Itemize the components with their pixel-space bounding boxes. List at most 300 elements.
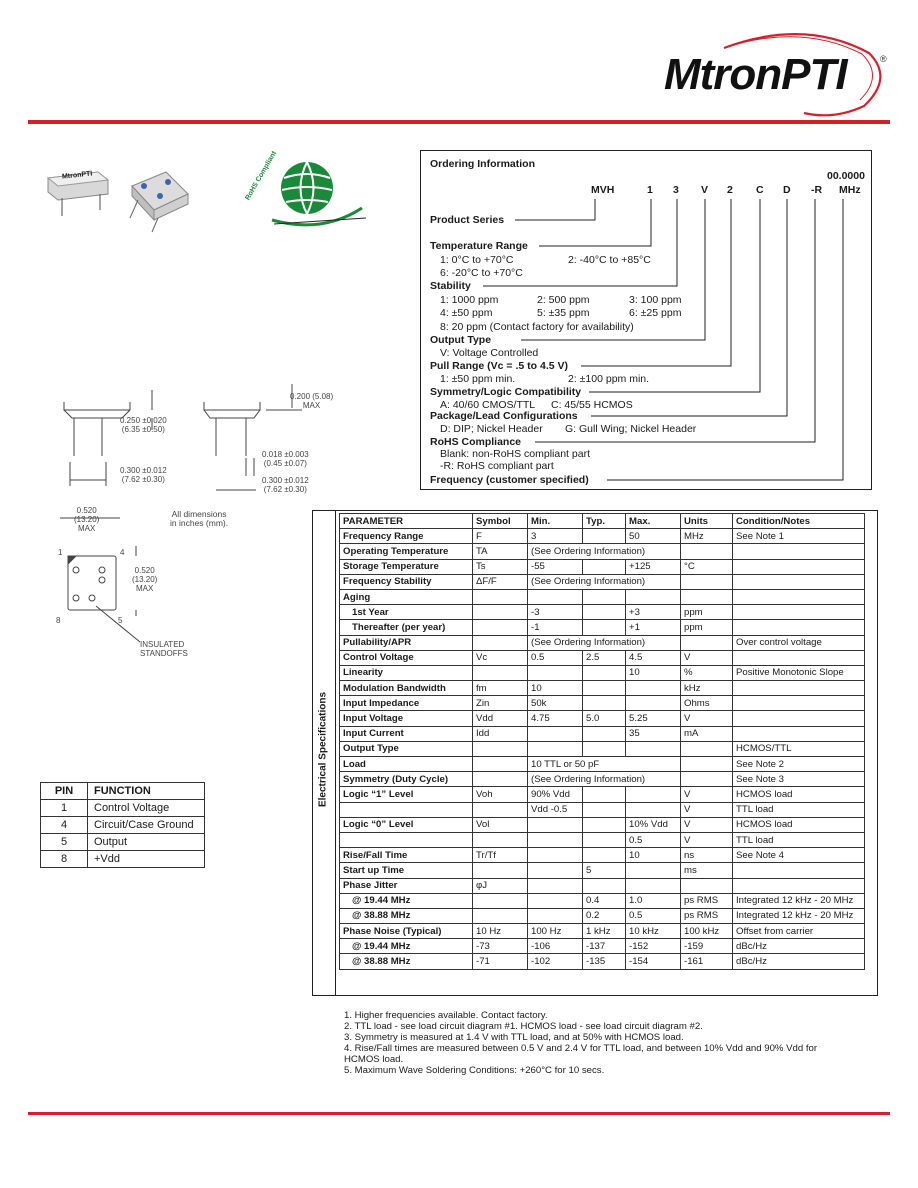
spec-parameter: Start up Time	[340, 863, 473, 878]
spec-cell: 4.75	[528, 711, 583, 726]
spec-cell	[626, 696, 681, 711]
spec-parameter: Rise/Fall Time	[340, 848, 473, 863]
ordering-code-5: C	[756, 184, 764, 196]
spec-row	[340, 924, 865, 939]
ordering-code-2: 3	[673, 184, 679, 196]
spec-row	[340, 908, 865, 923]
spec-cell	[733, 589, 865, 604]
spec-cell: See Note 2	[733, 757, 865, 772]
spec-cell: °C	[681, 559, 733, 574]
pin-header: PIN	[41, 783, 88, 800]
spec-cell	[528, 893, 583, 908]
rohs-badge-text: RoHS Compliant	[244, 150, 279, 202]
ordering-line: 1: 0°C to +70°C	[440, 254, 514, 266]
spec-cell: 50k	[528, 696, 583, 711]
ordering-line: G: Gull Wing; Nickel Header	[565, 423, 697, 435]
spec-parameter: Output Type	[340, 741, 473, 756]
electrical-spec-table	[339, 513, 865, 970]
ordering-line: C: 45/55 HCMOS	[551, 399, 633, 411]
spec-row	[340, 817, 865, 832]
pin-function: Control Voltage	[88, 800, 205, 817]
spec-row	[340, 802, 865, 817]
ordering-line: Frequency (customer specified)	[430, 474, 589, 486]
spec-cell: See Note 1	[733, 529, 865, 544]
pin-row	[41, 817, 205, 834]
spec-cell: 50	[626, 529, 681, 544]
spec-cell: 5.0	[583, 711, 626, 726]
spec-cell: 10	[528, 681, 583, 696]
spec-cell: 100 kHz	[681, 924, 733, 939]
spec-row	[340, 741, 865, 756]
ordering-code-6: D	[783, 184, 791, 196]
dim-pitch: 0.300 ±0.012 (7.62 ±0.30)	[120, 466, 167, 484]
spec-cell	[473, 908, 528, 923]
pin-function-table	[40, 782, 205, 868]
spec-cell: +125	[626, 559, 681, 574]
note-line: 4. Rise/Fall times are measured between 0.5 V and 2.4 V for TTL load, and between 10% Vdd and 90% Vdd for	[344, 1043, 818, 1054]
spec-cell: +3	[626, 605, 681, 620]
spec-cell: (See Ordering Information)	[528, 772, 681, 787]
spec-cell: -3	[528, 605, 583, 620]
spec-cell: dBc/Hz	[733, 954, 865, 969]
spec-cell	[473, 863, 528, 878]
spec-cell	[681, 757, 733, 772]
spec-row	[340, 711, 865, 726]
spec-row	[340, 893, 865, 908]
ordering-line: 2: 500 ppm	[537, 294, 590, 306]
dim-max-height: 0.200 (5.08) MAX	[290, 392, 334, 410]
spec-cell: 10 TTL or 50 pF	[528, 757, 681, 772]
spec-cell	[583, 802, 626, 817]
spec-cell	[681, 574, 733, 589]
spec-cell: 10	[626, 848, 681, 863]
ordering-line: 5: ±35 ppm	[537, 307, 590, 319]
spec-cell: MHz	[681, 529, 733, 544]
spec-parameter: @ 19.44 MHz	[340, 893, 473, 908]
spec-header-cell: Typ.	[583, 514, 626, 529]
spec-cell	[473, 757, 528, 772]
spec-cell: 0.2	[583, 908, 626, 923]
ordering-leader-line	[515, 199, 595, 220]
spec-cell	[528, 832, 583, 847]
note-line: 5. Maximum Wave Soldering Conditions: +260°C for 10 secs.	[344, 1065, 605, 1076]
spec-cell: V	[681, 787, 733, 802]
spec-cell	[583, 817, 626, 832]
product-photo-bottom	[122, 164, 192, 239]
ordering-line: Product Series	[430, 214, 505, 226]
spec-row	[340, 665, 865, 680]
spec-cell	[733, 696, 865, 711]
spec-cell	[733, 620, 865, 635]
spec-cell	[733, 605, 865, 620]
spec-cell: Vdd	[473, 711, 528, 726]
spec-parameter: Operating Temperature	[340, 544, 473, 559]
pin-number: 5	[41, 834, 88, 851]
spec-cell: 10 kHz	[626, 924, 681, 939]
spec-row	[340, 544, 865, 559]
ordering-line: 2: -40°C to +85°C	[568, 254, 651, 266]
spec-cell: V	[681, 817, 733, 832]
bottom-divider	[28, 1112, 890, 1115]
ordering-line: Package/Lead Configurations	[430, 410, 578, 422]
ordering-line: 8: 20 ppm (Contact factory for availability)	[440, 321, 634, 333]
pin-table-header	[41, 783, 205, 800]
spec-cell	[528, 908, 583, 923]
spec-cell	[583, 605, 626, 620]
dim-height: 0.250 ±0.020 (6.35 ±0.50)	[120, 416, 167, 434]
spec-cell	[528, 726, 583, 741]
spec-parameter: Thereafter (per year)	[340, 620, 473, 635]
dim-lead: 0.018 ±0.003 (0.45 ±0.07)	[262, 450, 309, 468]
spec-cell	[583, 741, 626, 756]
spec-cell	[733, 544, 865, 559]
ordering-line: -R: RoHS compliant part	[440, 460, 554, 472]
spec-cell: fm	[473, 681, 528, 696]
spec-cell: TTL load	[733, 802, 865, 817]
spec-header-cell: Min.	[528, 514, 583, 529]
note-line: 1. Higher frequencies available. Contact factory.	[344, 1010, 548, 1021]
dim-width: 0.520 (13.20) MAX	[74, 506, 100, 533]
spec-cell: 10	[626, 665, 681, 680]
ordering-information-box	[420, 150, 872, 490]
spec-cell	[626, 878, 681, 893]
spec-header-cell: Units	[681, 514, 733, 529]
spec-cell: Ohms	[681, 696, 733, 711]
spec-cell	[528, 665, 583, 680]
spec-parameter: Phase Jitter	[340, 878, 473, 893]
spec-parameter: Input Current	[340, 726, 473, 741]
spec-cell: See Note 3	[733, 772, 865, 787]
spec-row	[340, 954, 865, 969]
ordering-code-1: 1	[647, 184, 653, 196]
ordering-line: 4: ±50 ppm	[440, 307, 493, 319]
spec-cell: 10 Hz	[473, 924, 528, 939]
spec-cell	[626, 787, 681, 802]
spec-cell	[681, 878, 733, 893]
ordering-line: A: 40/60 CMOS/TTL	[440, 399, 536, 411]
spec-cell: dBc/Hz	[733, 939, 865, 954]
spec-cell	[528, 741, 583, 756]
ordering-line: RoHS Compliance	[430, 436, 522, 448]
top-divider	[28, 120, 890, 124]
spec-cell: Offset from carrier	[733, 924, 865, 939]
ordering-title: Ordering Information	[430, 158, 535, 170]
spec-cell: +1	[626, 620, 681, 635]
spec-cell	[473, 665, 528, 680]
registered-mark: ®	[880, 54, 887, 64]
spec-row	[340, 863, 865, 878]
ordering-line: 3: 100 ppm	[629, 294, 682, 306]
spec-cell: 4.5	[626, 650, 681, 665]
spec-row	[340, 650, 865, 665]
spec-cell	[583, 848, 626, 863]
spec-cell: Positive Monotonic Slope	[733, 665, 865, 680]
spec-cell: TTL load	[733, 832, 865, 847]
ordering-line: 2: ±100 ppm min.	[568, 373, 650, 385]
spec-cell: (See Ordering Information)	[528, 574, 681, 589]
spec-cell: HCMOS load	[733, 787, 865, 802]
spec-cell: F	[473, 529, 528, 544]
spec-cell: 0.4	[583, 893, 626, 908]
ordering-freq-example: 00.0000	[827, 170, 865, 182]
ordering-line: 1: ±50 ppm min.	[440, 373, 516, 385]
ordering-line: Output Type	[430, 334, 492, 346]
spec-parameter: Logic “1” Level	[340, 787, 473, 802]
spec-cell: 1 kHz	[583, 924, 626, 939]
spec-row	[340, 620, 865, 635]
spec-cell: ppm	[681, 620, 733, 635]
spec-row	[340, 605, 865, 620]
dims-note: All dimensions in inches (mm).	[170, 509, 229, 528]
spec-cell: 90% Vdd	[528, 787, 583, 802]
spec-row	[340, 681, 865, 696]
spec-cell	[733, 681, 865, 696]
spec-cell	[733, 878, 865, 893]
spec-cell: Over control voltage	[733, 635, 865, 650]
spec-cell: HCMOS load	[733, 817, 865, 832]
pin-label-5: 5	[118, 616, 123, 625]
spec-cell	[681, 544, 733, 559]
spec-cell	[733, 711, 865, 726]
spec-header-cell: Max.	[626, 514, 681, 529]
spec-cell: -137	[583, 939, 626, 954]
logo-text: MtronPTI	[664, 50, 847, 99]
spec-cell: -1	[528, 620, 583, 635]
globe-icon	[262, 148, 372, 238]
spec-cell: Ts	[473, 559, 528, 574]
spec-cell	[733, 574, 865, 589]
ordering-line: D: DIP; Nickel Header	[440, 423, 543, 435]
ordering-line: 1: 1000 ppm	[440, 294, 499, 306]
spec-cell	[473, 893, 528, 908]
ordering-code-8: MHz	[839, 184, 861, 196]
spec-parameter: Load	[340, 757, 473, 772]
ordering-line: V: Voltage Controlled	[440, 347, 539, 359]
spec-side-label: Electrical Specifications	[313, 511, 336, 995]
spec-cell: -102	[528, 954, 583, 969]
spec-row	[340, 939, 865, 954]
spec-row	[340, 787, 865, 802]
spec-cell	[473, 832, 528, 847]
spec-cell: See Note 4	[733, 848, 865, 863]
spec-row	[340, 635, 865, 650]
spec-cell: Voh	[473, 787, 528, 802]
note-line: 3. Symmetry is measured at 1.4 V with TTL load, and at 50% with HCMOS load.	[344, 1032, 684, 1043]
spec-header-row	[340, 514, 865, 529]
spec-cell	[681, 635, 733, 650]
note-line: HCMOS load.	[344, 1054, 404, 1065]
ordering-code-4: 2	[727, 184, 733, 196]
spec-cell	[626, 802, 681, 817]
spec-cell	[626, 741, 681, 756]
pin-label-4: 4	[120, 548, 125, 557]
spec-cell: ps RMS	[681, 893, 733, 908]
photo-label: MtronPTI	[61, 170, 93, 181]
spec-row	[340, 574, 865, 589]
spec-row	[340, 589, 865, 604]
spec-parameter: Aging	[340, 589, 473, 604]
spec-parameter: Pullability/APR	[340, 635, 473, 650]
spec-cell	[528, 878, 583, 893]
spec-cell: 5.25	[626, 711, 681, 726]
spec-row	[340, 696, 865, 711]
ordering-line: 6: ±25 ppm	[629, 307, 682, 319]
spec-cell	[681, 741, 733, 756]
spec-cell: -135	[583, 954, 626, 969]
spec-parameter	[340, 802, 473, 817]
spec-parameter: Frequency Stability	[340, 574, 473, 589]
spec-cell: (See Ordering Information)	[528, 635, 681, 650]
spec-parameter: Modulation Bandwidth	[340, 681, 473, 696]
spec-cell	[626, 589, 681, 604]
pin-function: Output	[88, 834, 205, 851]
function-header: FUNCTION	[88, 783, 205, 800]
spec-cell: 5	[583, 863, 626, 878]
spec-cell	[583, 696, 626, 711]
dim-lead-pitch: 0.300 ±0.012 (7.62 ±0.30)	[262, 476, 309, 494]
pin-function: Circuit/Case Ground	[88, 817, 205, 834]
spec-cell	[626, 681, 681, 696]
spec-cell	[626, 863, 681, 878]
pin-function: +Vdd	[88, 851, 205, 868]
spec-cell	[473, 802, 528, 817]
spec-parameter: 1st Year	[340, 605, 473, 620]
spec-cell	[583, 665, 626, 680]
spec-row	[340, 772, 865, 787]
ordering-line: Blank: non-RoHS compliant part	[440, 448, 590, 460]
spec-cell	[528, 863, 583, 878]
spec-cell: -161	[681, 954, 733, 969]
spec-cell: ms	[681, 863, 733, 878]
ordering-line: 6: -20°C to +70°C	[440, 267, 523, 279]
ordering-code-7: -R	[811, 184, 823, 196]
spec-cell: 35	[626, 726, 681, 741]
spec-header-cell: PARAMETER	[340, 514, 473, 529]
pin-number: 8	[41, 851, 88, 868]
spec-cell	[733, 726, 865, 741]
spec-cell: 0.5	[528, 650, 583, 665]
spec-cell: 1.0	[626, 893, 681, 908]
spec-cell: kHz	[681, 681, 733, 696]
spec-row	[340, 848, 865, 863]
spec-cell	[583, 620, 626, 635]
ordering-line: Pull Range (Vc = .5 to 4.5 V)	[430, 360, 568, 372]
spec-cell: -55	[528, 559, 583, 574]
note-line: 2. TTL load - see load circuit diagram #1. HCMOS load - see load circuit diagram #2.	[344, 1021, 703, 1032]
ordering-line: Symmetry/Logic Compatibility	[430, 386, 582, 398]
ordering-line: Stability	[430, 280, 471, 292]
pin-row	[41, 851, 205, 868]
spec-cell: ΔF/F	[473, 574, 528, 589]
ordering-line: Temperature Range	[430, 240, 528, 252]
spec-cell	[473, 605, 528, 620]
spec-parameter: Logic “0” Level	[340, 817, 473, 832]
spec-cell: -73	[473, 939, 528, 954]
spec-cell: 3	[528, 529, 583, 544]
ordering-code-0: MVH	[591, 184, 615, 196]
spec-cell: mA	[681, 726, 733, 741]
spec-cell	[733, 863, 865, 878]
spec-parameter: @ 19.44 MHz	[340, 939, 473, 954]
spec-parameter: Frequency Range	[340, 529, 473, 544]
spec-cell	[473, 635, 528, 650]
spec-cell: HCMOS/TTL	[733, 741, 865, 756]
spec-parameter: Phase Noise (Typical)	[340, 924, 473, 939]
ordering-leader-line	[581, 199, 731, 366]
spec-cell: ns	[681, 848, 733, 863]
spec-cell	[733, 559, 865, 574]
spec-cell: TA	[473, 544, 528, 559]
spec-cell: Vdd -0.5	[528, 802, 583, 817]
spec-header-cell: Condition/Notes	[733, 514, 865, 529]
spec-parameter: Linearity	[340, 665, 473, 680]
spec-cell: Zin	[473, 696, 528, 711]
spec-cell: -71	[473, 954, 528, 969]
spec-cell: -154	[626, 954, 681, 969]
pin-number: 1	[41, 800, 88, 817]
spec-cell	[473, 589, 528, 604]
spec-cell: Tr/Tf	[473, 848, 528, 863]
spec-cell	[583, 559, 626, 574]
spec-row	[340, 559, 865, 574]
spec-parameter: Storage Temperature	[340, 559, 473, 574]
spec-cell	[583, 589, 626, 604]
spec-parameter	[340, 832, 473, 847]
spec-cell: V	[681, 650, 733, 665]
spec-cell	[733, 650, 865, 665]
spec-cell: -106	[528, 939, 583, 954]
pin-row	[41, 834, 205, 851]
spec-parameter: Symmetry (Duty Cycle)	[340, 772, 473, 787]
pin-label-1: 1	[58, 548, 63, 557]
spec-cell: V	[681, 802, 733, 817]
spec-cell	[528, 589, 583, 604]
ordering-code-3: V	[701, 184, 709, 196]
spec-row	[340, 529, 865, 544]
spec-notes	[344, 1010, 884, 1076]
pin-label-8: 8	[56, 616, 61, 625]
spec-cell: %	[681, 665, 733, 680]
spec-parameter: Input Voltage	[340, 711, 473, 726]
spec-cell: Vc	[473, 650, 528, 665]
spec-cell	[583, 878, 626, 893]
spec-cell: 10% Vdd	[626, 817, 681, 832]
spec-cell: ps RMS	[681, 908, 733, 923]
spec-row	[340, 757, 865, 772]
spec-cell: 2.5	[583, 650, 626, 665]
spec-row	[340, 832, 865, 847]
pin-number: 4	[41, 817, 88, 834]
spec-cell	[473, 620, 528, 635]
spec-cell	[583, 681, 626, 696]
spec-cell: φJ	[473, 878, 528, 893]
spec-parameter: @ 38.88 MHz	[340, 954, 473, 969]
product-photo-top	[42, 158, 112, 223]
rohs-badge	[244, 148, 372, 238]
spec-cell: Vol	[473, 817, 528, 832]
spec-cell: 100 Hz	[528, 924, 583, 939]
spec-cell: ppm	[681, 605, 733, 620]
spec-cell: -152	[626, 939, 681, 954]
dim-length: 0.520 (13.20) MAX	[132, 566, 158, 593]
spec-row	[340, 726, 865, 741]
company-logo	[664, 28, 894, 118]
spec-cell: -159	[681, 939, 733, 954]
spec-cell	[681, 772, 733, 787]
spec-cell	[583, 529, 626, 544]
spec-cell	[583, 726, 626, 741]
spec-cell: Integrated 12 kHz - 20 MHz	[733, 893, 865, 908]
